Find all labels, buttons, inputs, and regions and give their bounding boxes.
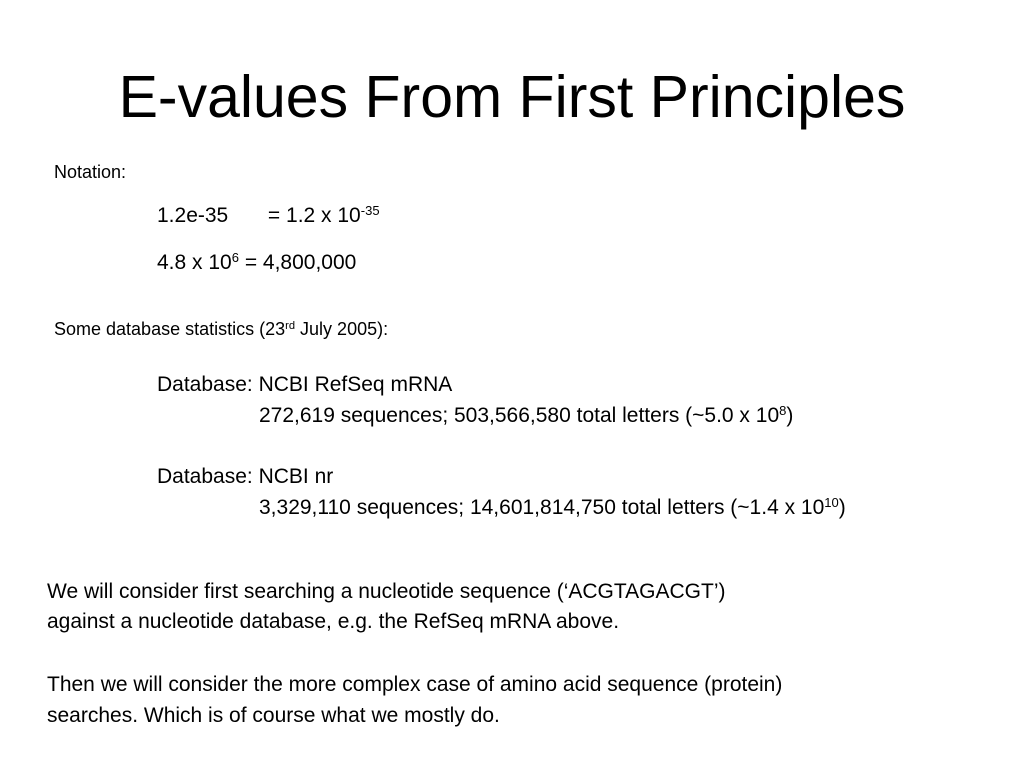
- database-detail-suffix: ): [838, 496, 846, 519]
- paragraph-1-line-2: against a nucleotide database, e.g. the RefSeq mRNA above.: [47, 610, 620, 633]
- paragraph-1-line-1: We will consider first searching a nucleotide sequence (‘ACGTAGACGT’): [47, 580, 726, 603]
- database-detail-exponent: 10: [824, 494, 839, 510]
- notation-1-rhs: = 1.2 x 10: [267, 204, 361, 227]
- notation-label: Notation:: [54, 162, 127, 182]
- database-name: Database: NCBI RefSeq mRNA: [157, 373, 453, 396]
- paragraph-2-line-2: searches. Which is of course what we mostly do.: [47, 704, 500, 727]
- database-detail-text: 3,329,110 sequences; 14,601,814,750 total letters (~1.4 x 10: [259, 496, 825, 519]
- stats-label-sup: rd: [285, 319, 296, 332]
- notation-line-1: [157, 203, 380, 229]
- notation-line-2: [157, 250, 356, 276]
- stats-label-prefix: Some database statistics (23: [54, 319, 286, 339]
- notation-2-exponent: 6: [231, 249, 239, 265]
- notation-1-exponent: -35: [360, 202, 380, 218]
- notation-2-suffix: = 4,800,000: [238, 251, 357, 274]
- database-detail: [259, 495, 846, 521]
- paragraph-2-line-1: Then we will consider the more complex case of amino acid sequence (protein): [47, 673, 783, 696]
- database-detail-suffix: ): [786, 404, 794, 427]
- slide-title: E-values From First Principles: [118, 64, 906, 130]
- database-detail-text: 272,619 sequences; 503,566,580 total letters (~5.0 x 10: [259, 404, 780, 427]
- database-name: Database: NCBI nr: [157, 465, 334, 488]
- database-detail: [259, 403, 793, 429]
- notation-2-prefix: 4.8 x 10: [157, 251, 232, 274]
- notation-1-left: 1.2e-35: [157, 204, 229, 227]
- database-detail-exponent: 8: [779, 402, 787, 418]
- stats-label: [54, 318, 388, 340]
- stats-label-suffix: July 2005):: [295, 319, 389, 339]
